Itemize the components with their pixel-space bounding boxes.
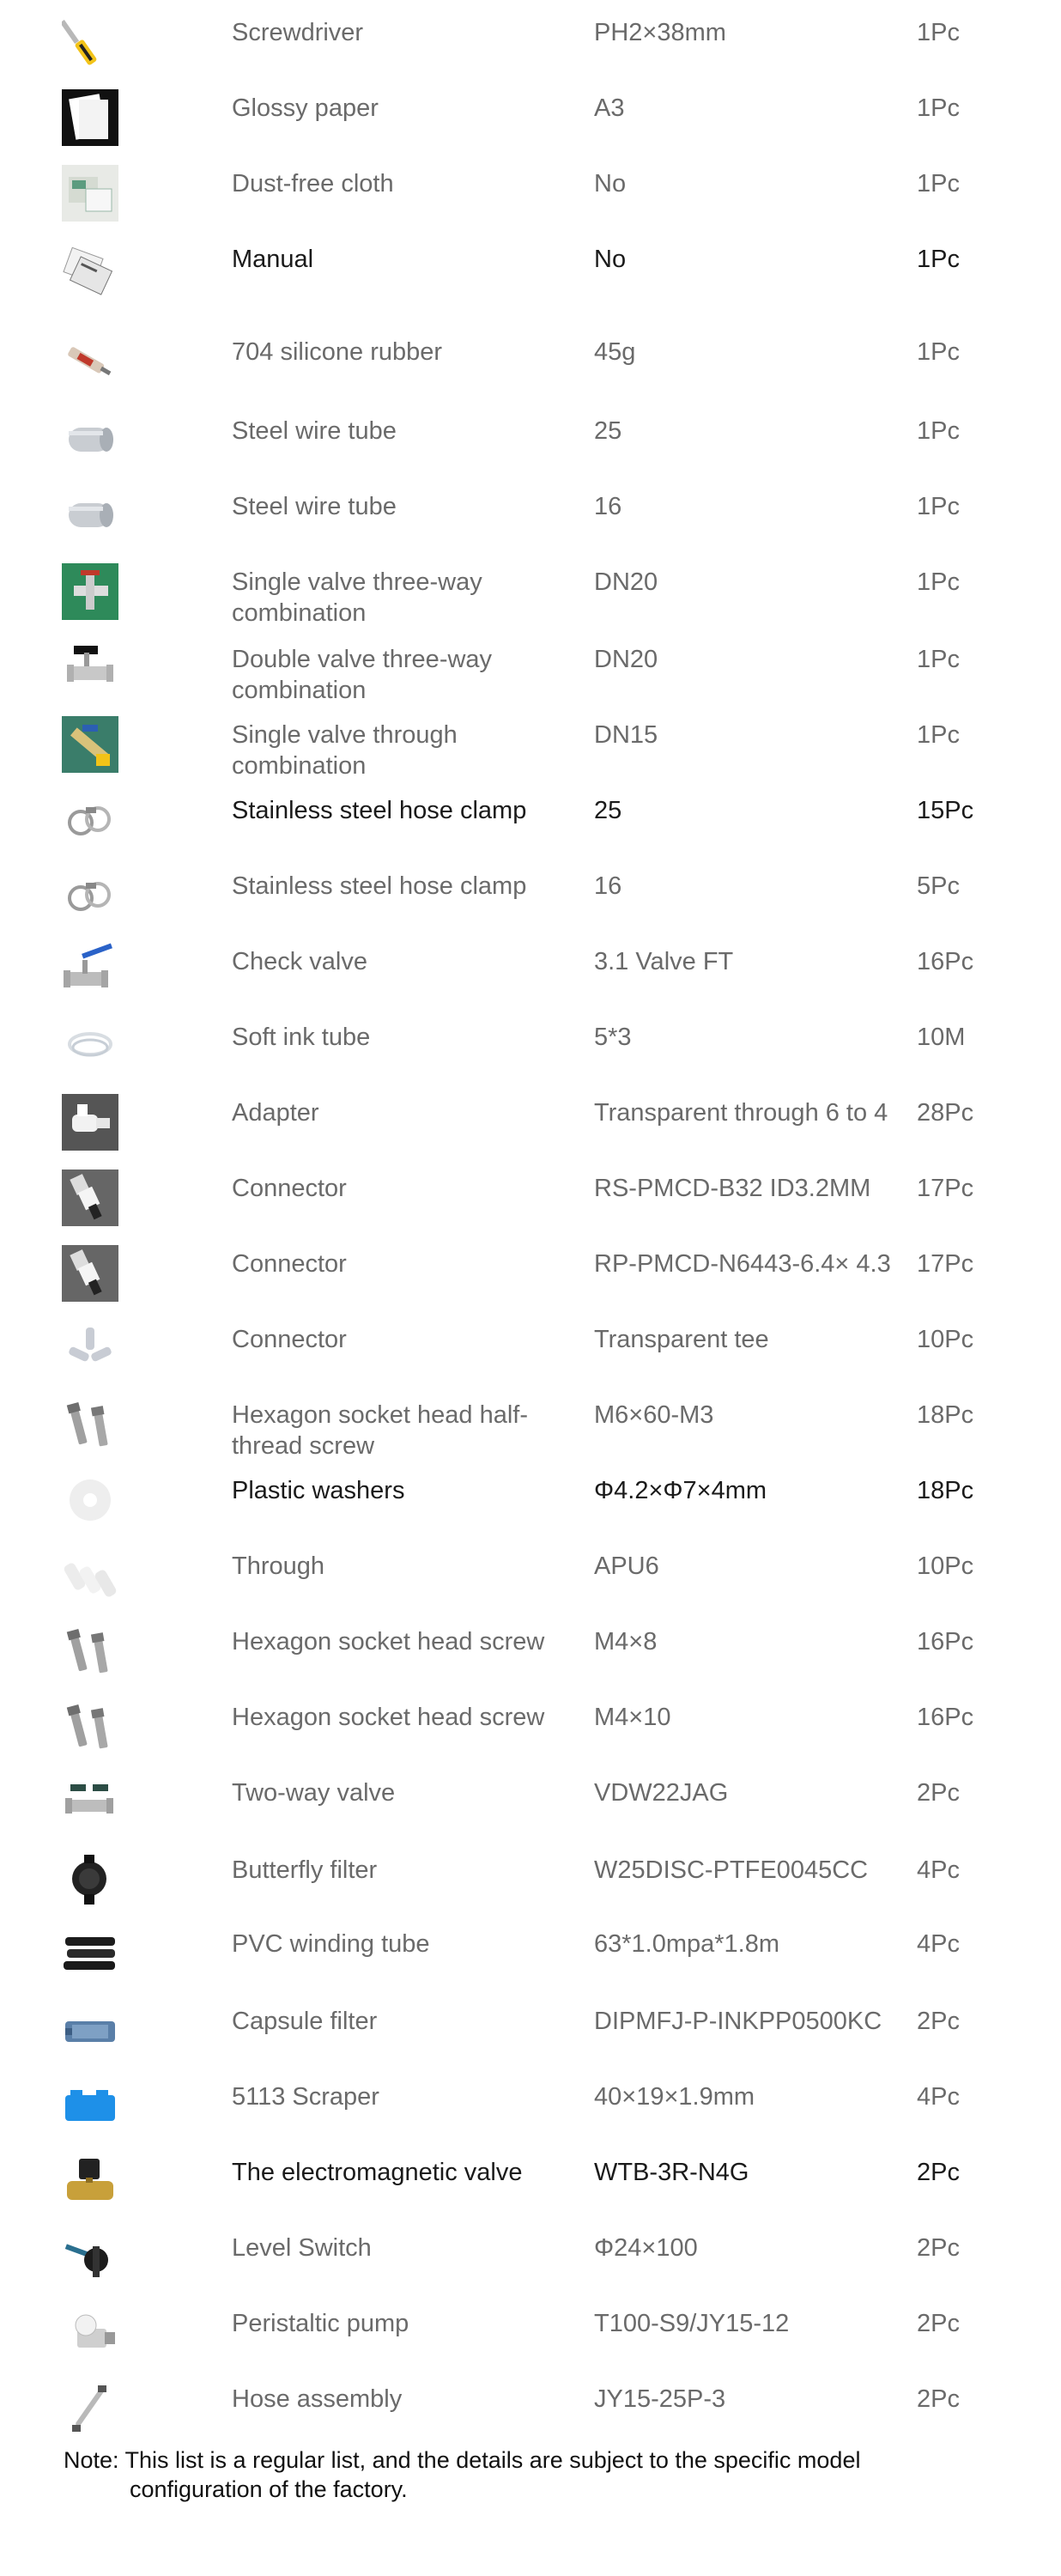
hose-clamp-icon xyxy=(62,792,118,848)
item-spec: W25DISC-PTFE0045CC xyxy=(594,1856,869,1884)
two-way-valve-icon xyxy=(62,1774,118,1831)
pvc-tube-icon xyxy=(62,1925,118,1982)
item-spec: 16 xyxy=(594,493,622,520)
item-quantity: 4Pc xyxy=(917,1930,960,1958)
footnote xyxy=(64,2445,1025,2504)
item-name: Plastic washers xyxy=(232,1477,405,1504)
item-name: Butterfly filter xyxy=(232,1856,378,1884)
list-item xyxy=(0,2375,1061,2451)
item-spec: 5*3 xyxy=(594,1024,632,1051)
peristaltic-pump-icon xyxy=(62,2305,118,2361)
through-valve-icon xyxy=(62,716,118,773)
item-name: Capsule filter xyxy=(232,2008,378,2035)
item-spec: 25 xyxy=(594,797,622,824)
item-spec: 63*1.0mpa*1.8m xyxy=(594,1930,780,1958)
item-spec: T100-S9/JY15-12 xyxy=(594,2310,790,2337)
list-item xyxy=(0,2224,1061,2300)
list-item xyxy=(0,1467,1061,1542)
item-spec: DN20 xyxy=(594,568,658,596)
list-item xyxy=(0,1089,1061,1164)
item-name: Soft ink tube xyxy=(232,1024,371,1051)
item-spec: WTB-3R-N4G xyxy=(594,2159,749,2186)
list-item xyxy=(0,84,1061,160)
item-spec: DIPMFJ-P-INKPP0500KC xyxy=(594,2008,882,2035)
item-spec: RS-PMCD-B32 ID3.2MM xyxy=(594,1175,871,1202)
item-spec: Φ24×100 xyxy=(594,2234,698,2262)
list-item xyxy=(0,235,1061,311)
item-name: The electromagnetic valve xyxy=(232,2159,523,2186)
adapter-icon xyxy=(62,1094,118,1151)
item-quantity: 4Pc xyxy=(917,2083,960,2111)
list-item xyxy=(0,787,1061,862)
item-quantity: 18Pc xyxy=(917,1401,974,1429)
list-item xyxy=(0,1240,1061,1315)
item-quantity: 15Pc xyxy=(917,797,974,824)
item-quantity: 2Pc xyxy=(917,2310,960,2337)
list-item xyxy=(0,1391,1061,1467)
item-quantity: 1Pc xyxy=(917,19,960,46)
item-quantity: 1Pc xyxy=(917,417,960,445)
list-item xyxy=(0,1997,1061,2073)
list-item xyxy=(0,938,1061,1013)
item-name: Double valve three-way combination xyxy=(232,646,493,704)
footnote-line-1: Note: This list is a regular list, and the details are subject to the specific model xyxy=(64,2447,861,2473)
list-item xyxy=(0,1315,1061,1391)
item-name: Level Switch xyxy=(232,2234,372,2262)
solenoid-valve-icon xyxy=(62,2154,118,2210)
item-spec: M6×60-M3 xyxy=(594,1401,714,1429)
item-spec: No xyxy=(594,246,627,273)
item-name: Single valve through combination xyxy=(232,721,458,780)
connector-icon xyxy=(62,1245,118,1302)
item-name: Two-way valve xyxy=(232,1779,396,1807)
item-quantity: 1Pc xyxy=(917,170,960,197)
capsule-filter-icon xyxy=(62,2002,118,2059)
list-item xyxy=(0,1013,1061,1089)
item-spec: 40×19×1.9mm xyxy=(594,2083,755,2111)
item-name: Manual xyxy=(232,246,314,273)
item-quantity: 2Pc xyxy=(917,1779,960,1807)
item-spec: 3.1 Valve FT xyxy=(594,948,734,975)
item-name: Dust-free cloth xyxy=(232,170,394,197)
check-valve-icon xyxy=(62,943,118,999)
connector-icon xyxy=(62,1170,118,1226)
item-quantity: 4Pc xyxy=(917,1856,960,1884)
item-quantity: 28Pc xyxy=(917,1099,974,1127)
item-spec: PH2×38mm xyxy=(594,19,726,46)
footnote-line-2: configuration of the factory. xyxy=(130,2476,408,2502)
item-name: Hose assembly xyxy=(232,2385,403,2413)
butterfly-filter-icon xyxy=(62,1851,118,1908)
item-name: Connector xyxy=(232,1175,347,1202)
item-spec: Φ4.2×Φ7×4mm xyxy=(594,1477,767,1504)
scraper-icon xyxy=(62,2078,118,2135)
item-name: Check valve xyxy=(232,948,367,975)
tee-connector-icon xyxy=(62,1321,118,1377)
item-quantity: 17Pc xyxy=(917,1175,974,1202)
list-item xyxy=(0,1769,1061,1844)
item-name: 5113 Scraper xyxy=(232,2083,379,2111)
item-quantity: 1Pc xyxy=(917,646,960,673)
item-name: Peristaltic pump xyxy=(232,2310,409,2337)
steel-wire-tube-icon xyxy=(62,412,118,469)
item-name: Screwdriver xyxy=(232,19,364,46)
item-name: Hexagon socket head screw xyxy=(232,1704,545,1731)
through-fitting-icon xyxy=(62,1547,118,1604)
item-spec: M4×10 xyxy=(594,1704,671,1731)
list-item xyxy=(0,328,1061,404)
item-spec: 45g xyxy=(594,338,636,366)
hose-clamp-icon xyxy=(62,867,118,924)
level-switch-icon xyxy=(62,2229,118,2286)
item-quantity: 5Pc xyxy=(917,872,960,900)
item-quantity: 1Pc xyxy=(917,568,960,596)
item-name: Through xyxy=(232,1552,325,1580)
item-name: Hexagon socket head screw xyxy=(232,1628,545,1656)
item-name: Steel wire tube xyxy=(232,417,397,445)
list-item xyxy=(0,862,1061,938)
item-quantity: 1Pc xyxy=(917,246,960,273)
list-item xyxy=(0,1920,1061,1996)
list-item xyxy=(0,9,1061,84)
list-item xyxy=(0,1618,1061,1693)
list-item xyxy=(0,558,1061,634)
item-name: Adapter xyxy=(232,1099,319,1127)
item-quantity: 17Pc xyxy=(917,1250,974,1278)
item-quantity: 1Pc xyxy=(917,493,960,520)
item-quantity: 1Pc xyxy=(917,94,960,122)
list-item xyxy=(0,2148,1061,2224)
item-spec: Transparent tee xyxy=(594,1326,769,1353)
item-name: Connector xyxy=(232,1250,347,1278)
item-spec: M4×8 xyxy=(594,1628,658,1656)
item-spec: JY15-25P-3 xyxy=(594,2385,726,2413)
glossy-paper-icon xyxy=(62,89,118,146)
screws-icon xyxy=(62,1698,118,1755)
item-name: Stainless steel hose clamp xyxy=(232,872,527,900)
item-name: Hexagon socket head half-thread screw xyxy=(232,1401,528,1460)
screws-icon xyxy=(62,1623,118,1680)
item-quantity: 2Pc xyxy=(917,2159,960,2186)
washer-icon xyxy=(62,1472,118,1528)
item-name: Connector xyxy=(232,1326,347,1353)
item-quantity: 2Pc xyxy=(917,2234,960,2262)
item-spec: 25 xyxy=(594,417,622,445)
item-quantity: 1Pc xyxy=(917,721,960,749)
item-quantity: 18Pc xyxy=(917,1477,974,1504)
item-quantity: 10Pc xyxy=(917,1552,974,1580)
dust-free-cloth-icon xyxy=(62,165,118,222)
hose-assembly-icon xyxy=(62,2380,118,2437)
list-item xyxy=(0,160,1061,235)
item-quantity: 10M xyxy=(917,1024,966,1051)
three-way-valve-icon xyxy=(62,563,118,620)
list-item xyxy=(0,2073,1061,2148)
item-spec: A3 xyxy=(594,94,625,122)
list-item xyxy=(0,2300,1061,2375)
item-name: 704 silicone rubber xyxy=(232,338,443,366)
list-item xyxy=(0,1164,1061,1240)
list-item xyxy=(0,711,1061,787)
item-quantity: 16Pc xyxy=(917,1704,974,1731)
item-spec: RP-PMCD-N6443-6.4× 4.3 xyxy=(594,1250,891,1278)
item-quantity: 1Pc xyxy=(917,338,960,366)
steel-wire-tube-icon xyxy=(62,488,118,544)
list-item xyxy=(0,635,1061,711)
silicone-tube-icon xyxy=(62,333,118,390)
item-quantity: 16Pc xyxy=(917,1628,974,1656)
list-item xyxy=(0,483,1061,558)
double-valve-icon xyxy=(62,641,118,697)
list-item xyxy=(0,407,1061,483)
item-spec: DN15 xyxy=(594,721,658,749)
item-spec: Transparent through 6 to 4 xyxy=(594,1099,888,1127)
list-item xyxy=(0,1846,1061,1922)
soft-tube-icon xyxy=(62,1018,118,1075)
item-name: PVC winding tube xyxy=(232,1930,430,1958)
item-spec: No xyxy=(594,170,627,197)
item-name: Steel wire tube xyxy=(232,493,397,520)
item-spec: VDW22JAG xyxy=(594,1779,729,1807)
item-quantity: 2Pc xyxy=(917,2008,960,2035)
item-name: Glossy paper xyxy=(232,94,379,122)
item-spec: APU6 xyxy=(594,1552,659,1580)
screws-icon xyxy=(62,1396,118,1453)
item-quantity: 10Pc xyxy=(917,1326,974,1353)
screwdriver-icon xyxy=(62,14,118,70)
item-quantity: 2Pc xyxy=(917,2385,960,2413)
list-item xyxy=(0,1693,1061,1769)
item-spec: DN20 xyxy=(594,646,658,673)
item-name: Single valve three-way combination xyxy=(232,568,482,627)
manual-icon xyxy=(62,240,118,297)
item-name: Stainless steel hose clamp xyxy=(232,797,527,824)
item-quantity: 16Pc xyxy=(917,948,974,975)
item-spec: 16 xyxy=(594,872,622,900)
list-item xyxy=(0,1542,1061,1618)
